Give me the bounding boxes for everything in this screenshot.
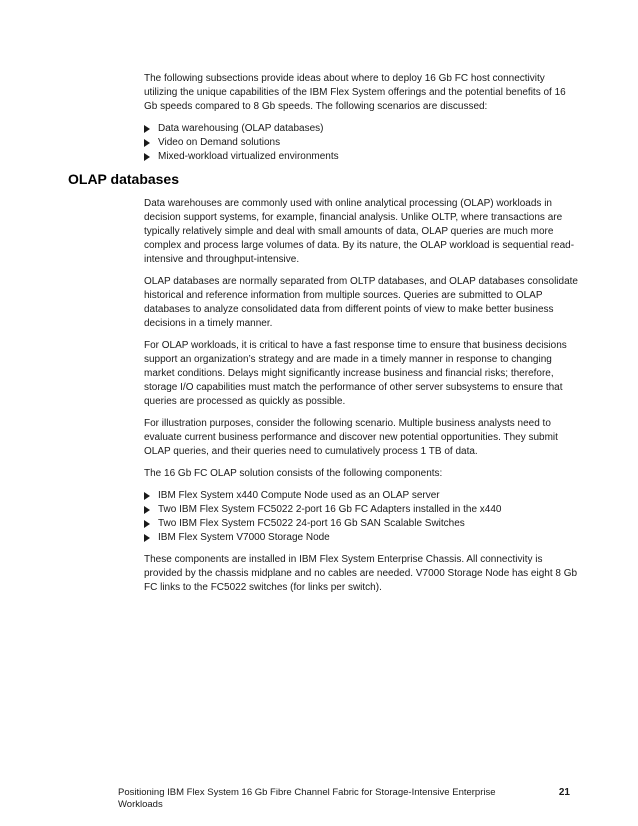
- list-item: [144, 517, 578, 531]
- body-paragraph: For illustration purposes, consider the following scenario. Multiple business analysts need to evaluate current business performance and discover new potential opportunities. They submit OLAP queries, and their queries need to cumulatively process 1 TB of data.: [144, 418, 558, 457]
- body-paragraph: OLAP databases are normally separated from OLTP databases, and OLAP databases consolidate historical and reference information from multiple sources. Queries are submitted to OLAP databases to analyze consolidated data from different points of view to make better business decisions in a timely manner.: [144, 276, 578, 329]
- arrow-bullet-icon: [144, 139, 150, 147]
- body-paragraph: For OLAP workloads, it is critical to have a fast response time to ensure that business decisions support an organization’s strategy and are made in a timely manner in response to changing market conditions. Delays might significantly increase business and financial risks; therefore, storage I/O capabilities must match the performance of other server subsystems to ensure that queries are processed as quickly as possible.: [144, 340, 567, 407]
- closing-paragraph: These components are installed in IBM Flex System Enterprise Chassis. All connectivity is provided by the chassis midplane and no cables are needed. V7000 Storage Node has eight 8 Gb FC links to the FC5022 switches (for links per switch).: [144, 554, 578, 593]
- arrow-bullet-icon: [144, 506, 150, 514]
- list-item-text: Two IBM Flex System FC5022 2-port 16 Gb FC Adapters installed in the x440: [158, 504, 502, 515]
- list-item-text: IBM Flex System V7000 Storage Node: [158, 532, 330, 543]
- body-paragraph: The 16 Gb FC OLAP solution consists of the following components:: [144, 468, 443, 479]
- arrow-bullet-icon: [144, 153, 150, 161]
- arrow-bullet-icon: [144, 125, 150, 133]
- list-item-text: Two IBM Flex System FC5022 24-port 16 Gb SAN Scalable Switches: [158, 518, 465, 529]
- page-footer: [118, 787, 570, 811]
- arrow-bullet-icon: [144, 492, 150, 500]
- list-item: [144, 150, 578, 164]
- page-number: 21: [558, 787, 570, 798]
- intro-paragraph: The following subsections provide ideas about where to deploy 16 Gb FC host connectivity utilizing the unique capabilities of the IBM Flex System offerings and the potential benefits of 16 Gb speeds compared to 8 Gb speeds. The following scenarios are discussed:: [144, 73, 566, 112]
- footer-title: Positioning IBM Flex System 16 Gb Fibre Channel Fabric for Storage-Intensive Enterprise Workloads: [118, 787, 496, 810]
- list-item-text: Mixed-workload virtualized environments: [158, 151, 339, 162]
- section-heading: OLAP databases: [68, 171, 180, 187]
- list-item: [144, 122, 578, 136]
- list-item: [144, 531, 578, 545]
- body-paragraph: Data warehouses are commonly used with online analytical processing (OLAP) workloads in decision support systems, for example, financial analysis. Unlike OLTP, where transactions are typically relatively simple and deal with small amounts of data, OLAP queries are much more complex and process large volumes of data. By its nature, the OLAP workload is sequential read-intensive and throughput-intensive.: [144, 198, 575, 265]
- list-item-text: Video on Demand solutions: [158, 137, 281, 148]
- section-body: [144, 197, 578, 603]
- scenario-list: [144, 122, 578, 164]
- intro-block: [144, 72, 578, 172]
- list-item: [144, 503, 578, 517]
- list-item-text: Data warehousing (OLAP databases): [158, 123, 324, 134]
- component-list: [144, 489, 578, 545]
- arrow-bullet-icon: [144, 520, 150, 528]
- arrow-bullet-icon: [144, 534, 150, 542]
- list-item-text: IBM Flex System x440 Compute Node used as an OLAP server: [158, 490, 440, 501]
- list-item: [144, 136, 578, 150]
- list-item: [144, 489, 578, 503]
